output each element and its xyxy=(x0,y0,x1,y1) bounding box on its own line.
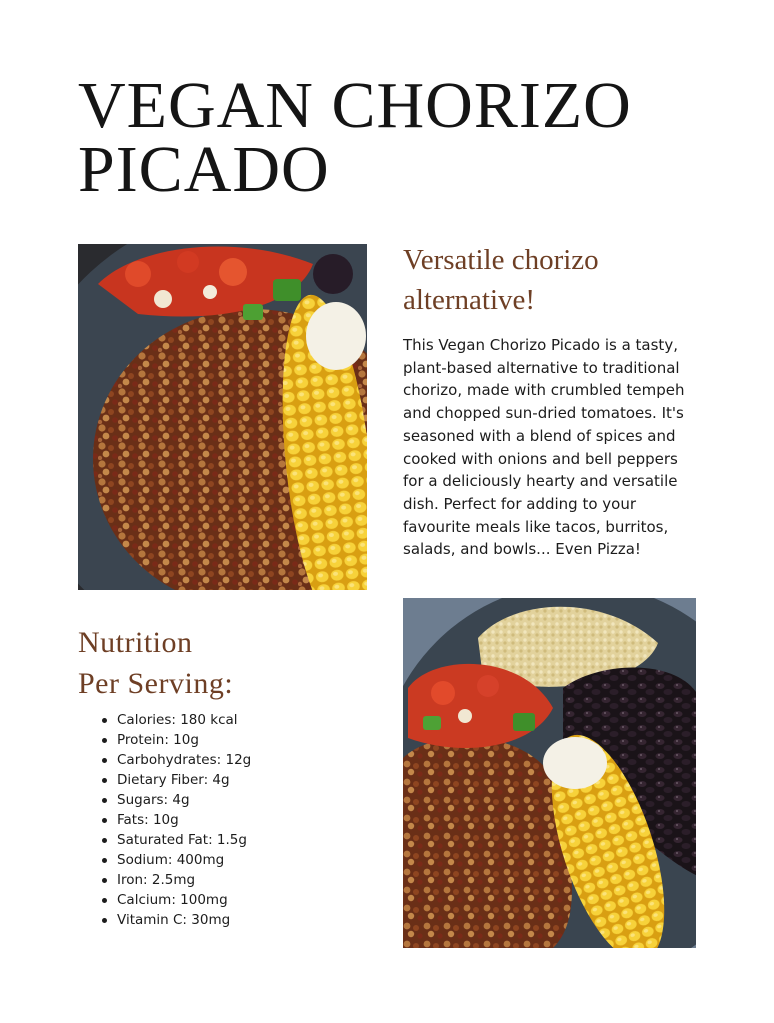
page-title xyxy=(78,69,698,206)
nutrition-item: Iron: 2.5mg xyxy=(99,870,251,890)
nutrition-item: Carbohydrates: 12g xyxy=(99,750,251,770)
nutrition-heading-line-2: Per Serving: xyxy=(78,667,234,700)
title-line-2: PICADO xyxy=(78,133,330,206)
nutrition-item: Calcium: 100mg xyxy=(99,890,251,910)
section-subheading xyxy=(403,240,703,320)
nutrition-item: Sodium: 400mg xyxy=(99,850,251,870)
nutrition-item: Calories: 180 kcal xyxy=(99,710,251,730)
nutrition-heading xyxy=(78,622,338,704)
nutrition-item: Dietary Fiber: 4g xyxy=(99,770,251,790)
nutrition-list xyxy=(99,710,251,930)
nutrition-item: Protein: 10g xyxy=(99,730,251,750)
nutrition-item: Fats: 10g xyxy=(99,810,251,830)
nutrition-item: Vitamin C: 30mg xyxy=(99,910,251,930)
subheading-line-2: alternative! xyxy=(403,284,536,316)
subheading-line-1: Versatile chorizo xyxy=(403,244,599,276)
chorizo-bowl-photo xyxy=(403,598,696,948)
nutrition-item: Saturated Fat: 1.5g xyxy=(99,830,251,850)
nutrition-heading-line-1: Nutrition xyxy=(78,626,193,659)
title-line-1: VEGAN CHORIZO xyxy=(78,69,632,142)
description-paragraph: This Vegan Chorizo Picado is a tasty, plant-based alternative to traditional chorizo, made with crumbled tempeh and chopped sun-dried tomatoes. It's seasoned with a blend of spices and cooked with onions and bell peppers for a deliciously hearty and versatile dish. Perfect for adding to your favourite meals like tacos, burritos, salads, and bowls... Even Pizza! xyxy=(403,336,685,559)
nutrition-item: Sugars: 4g xyxy=(99,790,251,810)
chorizo-closeup-photo xyxy=(78,244,367,590)
